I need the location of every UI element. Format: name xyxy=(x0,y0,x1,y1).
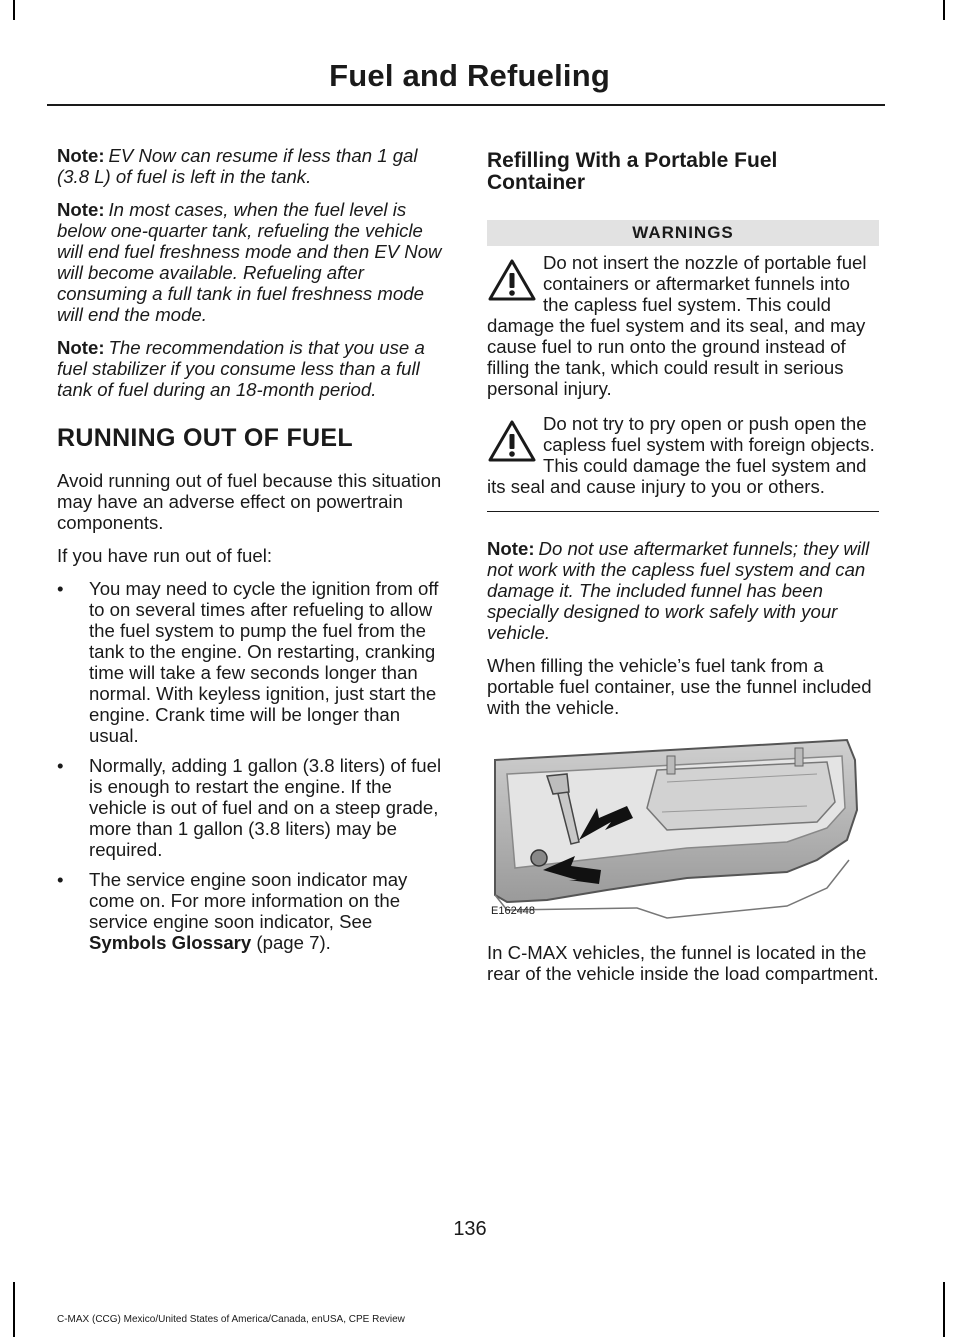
right-column xyxy=(487,145,879,996)
section-heading-running-out: RUNNING OUT OF FUEL xyxy=(57,424,353,452)
page-title: Fuel and Refueling xyxy=(329,58,610,93)
funnel-location-paragraph: In C-MAX vehicles, the funnel is located in the rear of the vehicle inside the load compartment. xyxy=(487,942,879,984)
left-column xyxy=(57,145,449,962)
lead-paragraph: If you have run out of fuel: xyxy=(57,545,272,566)
funnel-paragraph: When filling the vehicle’s fuel tank from a portable fuel container, use the funnel included with the vehicle. xyxy=(487,655,872,718)
warnings-header: WARNINGS xyxy=(487,220,879,246)
crop-mark-top-left xyxy=(13,0,15,20)
bullet-list xyxy=(57,578,449,953)
warning-triangle-icon xyxy=(487,258,537,302)
list-item: • The service engine soon indicator may come on. For more information on the service engine soon indicator, See Symbols Glossary (page 7). xyxy=(57,869,408,953)
list-item: • You may need to cycle the ignition from off to on several times after refueling to allow the fuel system to pump the fuel from the tank to the engine. On restarting, cranking time will take a few seconds longer than normal. With keyless ignition, just start the engine. Crank time will be longer than usual. xyxy=(57,578,439,746)
warning-nozzle: Do not insert the nozzle of portable fuel containers or aftermarket funnels into the capless fuel system. This could damage the fuel system and its seal, and may cause fuel to run onto the ground instead of filling the tank, which could result in serious personal injury. xyxy=(487,252,867,399)
page-number: 136 xyxy=(453,1218,487,1240)
header-rule xyxy=(47,104,885,106)
footer-text: C-MAX (CCG) Mexico/United States of America/Canada, enUSA, CPE Review xyxy=(57,1314,405,1325)
bullet-mark: • xyxy=(57,869,64,890)
intro-paragraph: Avoid running out of fuel because this situation may have an adverse effect on powertrain components. xyxy=(57,470,442,533)
warning-pry-open: Do not try to pry open or push open the capless fuel system with foreign objects. This could damage the fuel system and its seal and cause injury to you or others. xyxy=(487,413,875,497)
warnings-divider xyxy=(487,511,879,512)
section-heading-refilling: Refilling With a Portable Fuel Container xyxy=(487,149,778,194)
figure-code: E162448 xyxy=(491,905,536,917)
warning-triangle-icon xyxy=(487,419,537,463)
symbols-glossary-link[interactable]: Symbols Glossary xyxy=(89,932,252,953)
funnel-location-figure xyxy=(487,730,879,928)
crop-mark-bottom-left xyxy=(13,1282,15,1337)
bullet-mark: • xyxy=(57,755,64,776)
note-fuel-freshness: Note: In most cases, when the fuel level is below one-quarter tank, refueling the vehicle will end fuel freshness mode and then EV Now will become available. Refueling after consuming a full tank in fuel freshness mode will end the mode. xyxy=(57,199,442,325)
list-item: • Normally, adding 1 gallon (3.8 liters) of fuel is enough to restart the engine. If the vehicle is out of fuel and on a steep grade, more than 1 gallon (3.8 liters) may be required. xyxy=(57,755,442,860)
note-fuel-stabilizer: Note: The recommendation is that you use a fuel stabilizer if you consume less than a full tank of fuel during an 18-month period. xyxy=(57,337,425,400)
crop-mark-top-right xyxy=(943,0,945,20)
crop-mark-bottom-right xyxy=(943,1282,945,1337)
bullet-mark: • xyxy=(57,578,64,599)
note-ev-now: Note: EV Now can resume if less than 1 gal (3.8 L) of fuel is left in the tank. xyxy=(57,145,418,187)
load-compartment-illustration xyxy=(487,730,879,928)
note-aftermarket-funnels: Note: Do not use aftermarket funnels; they will not work with the capless fuel system and can damage it. The included funnel has been specially designed to work safely with your vehicle. xyxy=(487,538,870,643)
